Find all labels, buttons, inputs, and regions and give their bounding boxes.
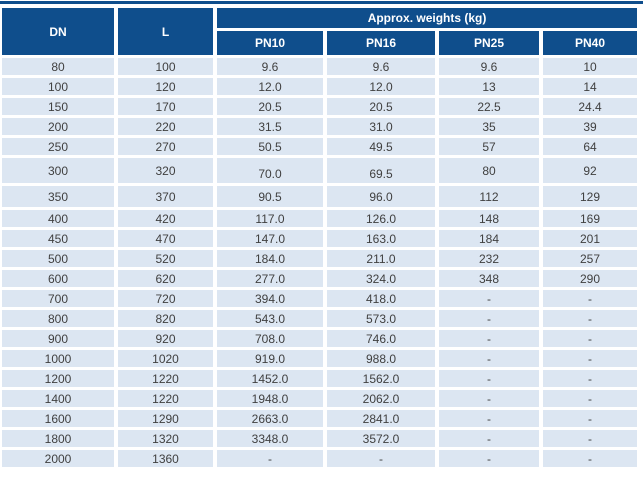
cell-pn25: 148 bbox=[439, 210, 539, 227]
cell-l: 920 bbox=[118, 330, 213, 347]
cell-pn16: 324.0 bbox=[327, 270, 435, 287]
cell-dn: 400 bbox=[2, 210, 114, 227]
cell-l: 820 bbox=[118, 310, 213, 327]
cell-dn: 80 bbox=[2, 58, 114, 75]
cell-pn40: 14 bbox=[543, 78, 637, 95]
table-row bbox=[2, 118, 637, 135]
cell-dn: 150 bbox=[2, 98, 114, 115]
header-row-top bbox=[2, 8, 637, 28]
cell-pn10: 184.0 bbox=[217, 250, 323, 267]
cell-l: 220 bbox=[118, 118, 213, 135]
cell-pn16: 163.0 bbox=[327, 230, 435, 247]
cell-pn25: - bbox=[439, 350, 539, 367]
cell-pn25: - bbox=[439, 330, 539, 347]
cell-pn10: 708.0 bbox=[217, 330, 323, 347]
cell-pn10: 20.5 bbox=[217, 98, 323, 115]
cell-pn25: 80 bbox=[439, 158, 539, 183]
table-row bbox=[2, 250, 637, 267]
cell-pn10: 9.6 bbox=[217, 58, 323, 75]
cell-dn: 1000 bbox=[2, 350, 114, 367]
cell-l: 1360 bbox=[118, 450, 213, 467]
cell-pn25: 232 bbox=[439, 250, 539, 267]
table-row bbox=[2, 138, 637, 155]
cell-pn40: - bbox=[543, 430, 637, 447]
cell-pn40: - bbox=[543, 330, 637, 347]
cell-pn40: 169 bbox=[543, 210, 637, 227]
cell-dn: 350 bbox=[2, 186, 114, 207]
cell-pn40: 92 bbox=[543, 158, 637, 183]
table-body bbox=[2, 58, 637, 467]
table-row bbox=[2, 450, 637, 467]
cell-pn25: 184 bbox=[439, 230, 539, 247]
cell-pn10: 1948.0 bbox=[217, 390, 323, 407]
cell-pn25: 112 bbox=[439, 186, 539, 207]
cell-pn16: 49.5 bbox=[327, 138, 435, 155]
cell-pn16: 31.0 bbox=[327, 118, 435, 135]
cell-pn40: - bbox=[543, 410, 637, 427]
cell-pn25: 9.6 bbox=[439, 58, 539, 75]
cell-l: 470 bbox=[118, 230, 213, 247]
cell-pn40: 257 bbox=[543, 250, 637, 267]
table-row bbox=[2, 390, 637, 407]
table-row bbox=[2, 430, 637, 447]
table-row bbox=[2, 410, 637, 427]
cell-l: 1220 bbox=[118, 390, 213, 407]
cell-pn40: - bbox=[543, 310, 637, 327]
cell-pn10: 394.0 bbox=[217, 290, 323, 307]
cell-pn25: 35 bbox=[439, 118, 539, 135]
cell-pn16: 126.0 bbox=[327, 210, 435, 227]
group-header-approx-weights: Approx. weights (kg) bbox=[217, 8, 637, 28]
cell-pn40: 201 bbox=[543, 230, 637, 247]
cell-pn40: 129 bbox=[543, 186, 637, 207]
cell-l: 270 bbox=[118, 138, 213, 155]
table-row bbox=[2, 270, 637, 287]
cell-pn25: - bbox=[439, 310, 539, 327]
cell-l: 170 bbox=[118, 98, 213, 115]
table-row bbox=[2, 210, 637, 227]
flange-weights-table bbox=[0, 5, 641, 470]
cell-l: 1320 bbox=[118, 430, 213, 447]
cell-pn40: 290 bbox=[543, 270, 637, 287]
cell-l: 620 bbox=[118, 270, 213, 287]
cell-l: 420 bbox=[118, 210, 213, 227]
col-header-pn40: PN40 bbox=[543, 31, 637, 55]
cell-pn40: 24.4 bbox=[543, 98, 637, 115]
cell-pn40: 39 bbox=[543, 118, 637, 135]
cell-pn10: 543.0 bbox=[217, 310, 323, 327]
cell-l: 120 bbox=[118, 78, 213, 95]
cell-pn40: 10 bbox=[543, 58, 637, 75]
cell-dn: 1400 bbox=[2, 390, 114, 407]
cell-pn10: 12.0 bbox=[217, 78, 323, 95]
col-header-l: L bbox=[118, 8, 213, 55]
cell-pn10: 70.0 bbox=[217, 158, 323, 183]
cell-pn16: 2841.0 bbox=[327, 410, 435, 427]
cell-dn: 2000 bbox=[2, 450, 114, 467]
cell-pn16: 12.0 bbox=[327, 78, 435, 95]
cell-dn: 500 bbox=[2, 250, 114, 267]
cell-pn25: 348 bbox=[439, 270, 539, 287]
cell-pn40: - bbox=[543, 290, 637, 307]
cell-pn25: 13 bbox=[439, 78, 539, 95]
cell-pn10: 31.5 bbox=[217, 118, 323, 135]
cell-pn16: 418.0 bbox=[327, 290, 435, 307]
cell-dn: 800 bbox=[2, 310, 114, 327]
cell-pn16: 211.0 bbox=[327, 250, 435, 267]
col-header-pn16: PN16 bbox=[327, 31, 435, 55]
cell-pn10: 147.0 bbox=[217, 230, 323, 247]
cell-dn: 700 bbox=[2, 290, 114, 307]
table-row bbox=[2, 158, 637, 183]
cell-pn10: - bbox=[217, 450, 323, 467]
cell-pn10: 277.0 bbox=[217, 270, 323, 287]
cell-pn40: - bbox=[543, 370, 637, 387]
cell-pn25: - bbox=[439, 450, 539, 467]
cell-pn25: - bbox=[439, 390, 539, 407]
cell-pn10: 50.5 bbox=[217, 138, 323, 155]
cell-pn25: 57 bbox=[439, 138, 539, 155]
cell-dn: 1200 bbox=[2, 370, 114, 387]
table-row bbox=[2, 186, 637, 207]
cell-dn: 100 bbox=[2, 78, 114, 95]
table-row bbox=[2, 98, 637, 115]
cell-pn40: - bbox=[543, 390, 637, 407]
table-row bbox=[2, 310, 637, 327]
table-row bbox=[2, 230, 637, 247]
cell-pn10: 90.5 bbox=[217, 186, 323, 207]
table-row bbox=[2, 370, 637, 387]
cell-pn10: 1452.0 bbox=[217, 370, 323, 387]
cell-pn25: 22.5 bbox=[439, 98, 539, 115]
cell-dn: 200 bbox=[2, 118, 114, 135]
cell-pn16: 3572.0 bbox=[327, 430, 435, 447]
table-row bbox=[2, 350, 637, 367]
cell-l: 370 bbox=[118, 186, 213, 207]
cell-pn40: 64 bbox=[543, 138, 637, 155]
table-row bbox=[2, 78, 637, 95]
cell-pn25: - bbox=[439, 430, 539, 447]
cell-pn10: 2663.0 bbox=[217, 410, 323, 427]
table-header bbox=[2, 8, 637, 55]
cell-pn10: 3348.0 bbox=[217, 430, 323, 447]
table-row bbox=[2, 58, 637, 75]
table-row bbox=[2, 290, 637, 307]
cell-dn: 900 bbox=[2, 330, 114, 347]
cell-dn: 450 bbox=[2, 230, 114, 247]
table-row bbox=[2, 330, 637, 347]
top-rule-divider bbox=[0, 1, 643, 4]
cell-l: 100 bbox=[118, 58, 213, 75]
cell-pn25: - bbox=[439, 290, 539, 307]
cell-dn: 250 bbox=[2, 138, 114, 155]
cell-pn25: - bbox=[439, 410, 539, 427]
cell-pn10: 117.0 bbox=[217, 210, 323, 227]
cell-dn: 1600 bbox=[2, 410, 114, 427]
cell-pn25: - bbox=[439, 370, 539, 387]
cell-l: 1020 bbox=[118, 350, 213, 367]
cell-pn40: - bbox=[543, 450, 637, 467]
cell-l: 520 bbox=[118, 250, 213, 267]
cell-pn16: 20.5 bbox=[327, 98, 435, 115]
cell-dn: 300 bbox=[2, 158, 114, 183]
cell-pn40: - bbox=[543, 350, 637, 367]
cell-pn16: 988.0 bbox=[327, 350, 435, 367]
cell-pn16: - bbox=[327, 450, 435, 467]
cell-dn: 600 bbox=[2, 270, 114, 287]
col-header-pn10: PN10 bbox=[217, 31, 323, 55]
cell-pn16: 1562.0 bbox=[327, 370, 435, 387]
col-header-pn25: PN25 bbox=[439, 31, 539, 55]
cell-l: 320 bbox=[118, 158, 213, 183]
cell-pn16: 9.6 bbox=[327, 58, 435, 75]
cell-dn: 1800 bbox=[2, 430, 114, 447]
cell-l: 1220 bbox=[118, 370, 213, 387]
cell-l: 720 bbox=[118, 290, 213, 307]
col-header-dn: DN bbox=[2, 8, 114, 55]
cell-pn16: 746.0 bbox=[327, 330, 435, 347]
cell-l: 1290 bbox=[118, 410, 213, 427]
cell-pn16: 2062.0 bbox=[327, 390, 435, 407]
cell-pn16: 69.5 bbox=[327, 158, 435, 183]
cell-pn16: 96.0 bbox=[327, 186, 435, 207]
cell-pn16: 573.0 bbox=[327, 310, 435, 327]
cell-pn10: 919.0 bbox=[217, 350, 323, 367]
